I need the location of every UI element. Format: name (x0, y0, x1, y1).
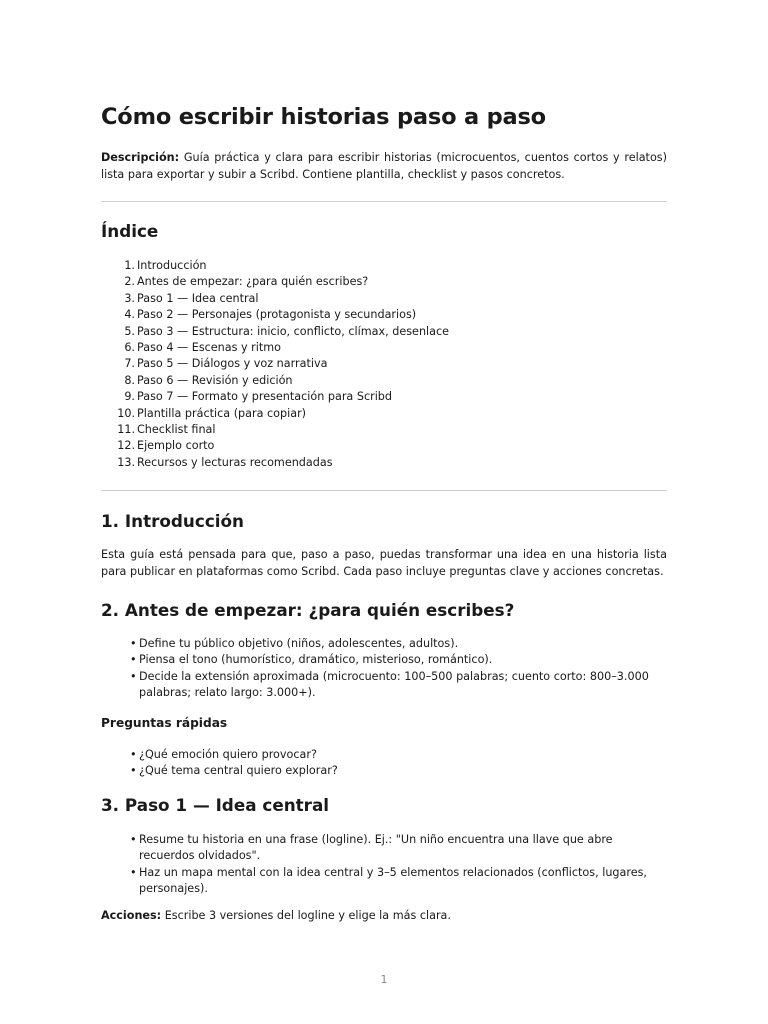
description-text: Guía práctica y clara para escribir historias (microcuentos, cuentos cortos y relatos) lista para exportar y subir a Scribd. Contiene plantilla, checklist y pasos concretos. (101, 151, 667, 181)
actions-paragraph (101, 907, 667, 924)
index-label: Checklist final (137, 423, 216, 437)
index-label: Paso 1 — Idea central (137, 291, 259, 305)
bullet-dot-icon: • (130, 653, 137, 667)
index-number: 3. (124, 291, 135, 305)
index-item (101, 307, 449, 323)
divider (101, 490, 667, 491)
bullet-item (130, 652, 650, 668)
bullet-item (130, 865, 650, 898)
index-number: 10. (117, 406, 135, 420)
section3-heading: 3. Paso 1 — Idea central (101, 795, 330, 815)
index-item (101, 438, 449, 454)
index-number: 13. (117, 455, 135, 469)
index-label: Paso 2 — Personajes (protagonista y secundarios) (137, 308, 417, 322)
bullet-item (130, 747, 650, 763)
index-item (101, 356, 449, 372)
index-label: Paso 6 — Revisión y edición (137, 373, 293, 387)
index-item (101, 324, 449, 340)
page-number: 1 (380, 973, 388, 986)
index-label: Introducción (137, 259, 207, 272)
index-number: 5. (124, 324, 135, 338)
index-item (101, 406, 449, 422)
bullet-text: Haz un mapa mental con la idea central y 3–5 elementos relacionados (conflictos, lugares, personajes). (139, 865, 647, 895)
index-label: Paso 7 — Formato y presentación para Scribd (137, 390, 393, 404)
index-label: Paso 4 — Escenas y ritmo (137, 341, 282, 355)
index-number: 6. (124, 341, 135, 355)
index-label: Paso 3 — Estructura: inicio, conflicto, clímax, desenlace (137, 324, 450, 338)
intro-heading: 1. Introducción (101, 511, 244, 531)
index-label: Antes de empezar: ¿para quién escribes? (137, 275, 369, 289)
divider (101, 201, 667, 202)
index-number: 12. (117, 439, 135, 453)
bullet-text: ¿Qué emoción quiero provocar? (139, 748, 317, 761)
index-label: Ejemplo corto (137, 439, 215, 453)
index-number: 7. (124, 357, 135, 371)
document-title: Cómo escribir historias paso a paso (101, 104, 546, 130)
index-item (101, 258, 449, 274)
bullet-text: Define tu público objetivo (niños, adolescentes, adultos). (139, 637, 459, 650)
index-item (101, 274, 449, 290)
index-list (101, 258, 449, 471)
index-item (101, 340, 449, 356)
bullet-dot-icon: • (130, 764, 137, 778)
index-heading: Índice (101, 221, 159, 241)
bullet-item (130, 636, 650, 652)
index-number: 1. (124, 259, 135, 272)
index-item (101, 422, 449, 438)
bullet-dot-icon: • (130, 833, 137, 846)
actions-text: Escribe 3 versiones del logline y elige la más clara. (164, 909, 451, 922)
bullet-text: ¿Qué tema central quiero explorar? (139, 764, 338, 778)
index-item (101, 291, 449, 307)
section3-bullets (130, 832, 650, 897)
index-number: 11. (117, 423, 135, 437)
quick-questions-list (130, 747, 650, 780)
index-number: 2. (124, 275, 135, 289)
bullet-text: Piensa el tono (humorístico, dramático, misterioso, romántico). (139, 653, 493, 667)
index-number: 8. (124, 373, 135, 387)
bullet-dot-icon: • (130, 669, 137, 683)
index-item (101, 389, 449, 405)
description-paragraph (101, 150, 667, 183)
actions-label: Acciones: (101, 909, 162, 922)
bullet-text: Resume tu historia en una frase (logline). Ej.: "Un niño encuentra una llave que abre recuerdos olvidados". (139, 833, 613, 863)
index-label: Paso 5 — Diálogos y voz narrativa (137, 357, 328, 371)
bullet-item (130, 832, 650, 865)
index-number: 4. (124, 308, 135, 322)
intro-paragraph: Esta guía está pensada para que, paso a paso, puedas transformar una idea en una historia lista para publicar en plataformas como Scribd. Cada paso incluye preguntas clave y acciones concretas. (101, 548, 667, 578)
bullet-text: Decide la extensión aproximada (microcuento: 100–500 palabras; cuento corto: 800–3.000 palabras; relato largo: 3.000+). (139, 669, 649, 699)
index-label: Plantilla práctica (para copiar) (137, 406, 307, 420)
index-number: 9. (124, 390, 135, 404)
bullet-item (130, 763, 650, 779)
description-label: Descripción: (101, 151, 180, 164)
bullet-item (130, 669, 650, 702)
index-label: Recursos y lecturas recomendadas (137, 455, 333, 469)
bullet-dot-icon: • (130, 748, 137, 761)
section2-heading: 2. Antes de empezar: ¿para quién escribes? (101, 600, 515, 620)
index-item (101, 373, 449, 389)
index-item (101, 455, 449, 471)
quick-questions-heading: Preguntas rápidas (101, 716, 228, 730)
bullet-dot-icon: • (130, 637, 137, 650)
bullet-dot-icon: • (130, 865, 137, 879)
section2-bullets (130, 636, 650, 701)
